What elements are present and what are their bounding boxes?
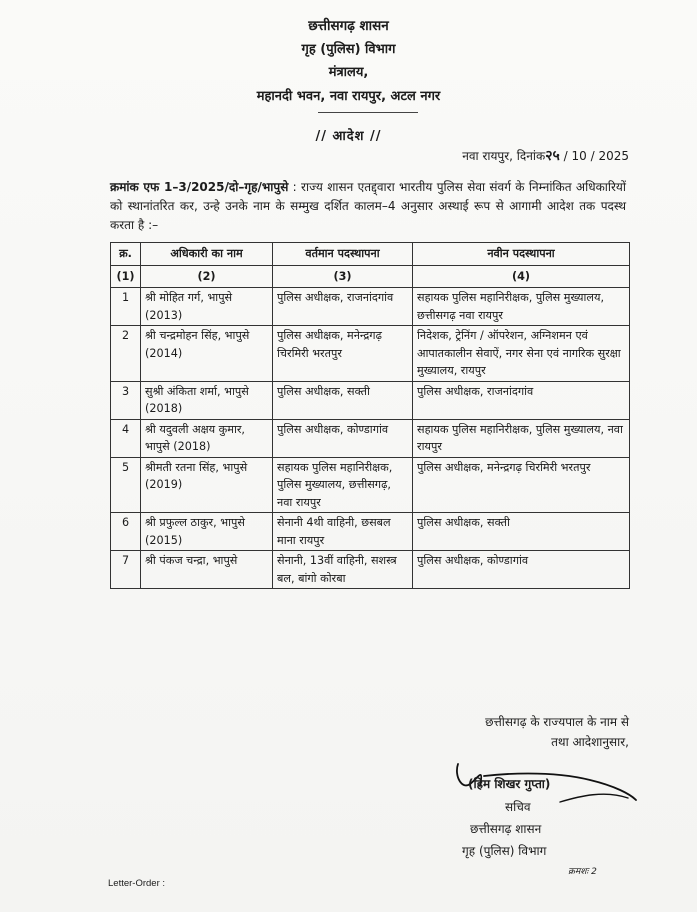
header-divider: [318, 112, 418, 113]
row-sn: 6: [111, 513, 141, 551]
row-new: पुलिस अधीक्षक, सक्ती: [413, 513, 630, 551]
transfer-table: [110, 242, 630, 589]
row-current: सेनानी 4थी वाहिनी, छसबल माना रायपुर: [273, 513, 413, 551]
signatory-name: (हिम शिखर गुप्ता): [468, 777, 551, 791]
row-new: पुलिस अधीक्षक, मनेन्द्रगढ़ चिरमिरी भरतपुर: [413, 457, 630, 513]
gov-title: छत्तीसगढ़ शासन: [308, 18, 389, 34]
order-reference: क्रमांक एफ 1–3/2025/दो–गृह/भापुसे: [110, 180, 289, 194]
department-title: गृह (पुलिस) विभाग: [301, 42, 396, 57]
signatory-department: गृह (पुलिस) विभाग: [462, 844, 547, 858]
table-row: [111, 381, 630, 419]
row-name: श्री मोहित गर्ग, भापुसे (2013): [141, 288, 273, 326]
row-name: श्रीमती रतना सिंह, भापुसे (2019): [141, 457, 273, 513]
row-current: पुलिस अधीक्षक, कोण्डागांव: [273, 419, 413, 457]
order-paragraph: [110, 178, 626, 235]
header-sn: क्र.: [111, 243, 141, 266]
row-sn: 3: [111, 381, 141, 419]
row-current: सेनानी, 13वीं वाहिनी, सशस्त्र बल, बांगो कोरबा: [273, 551, 413, 589]
row-current: पुलिस अधीक्षक, राजनांदगांव: [273, 288, 413, 326]
row-name: सुश्री अंकिता शर्मा, भापुसे (2018): [141, 381, 273, 419]
letter-order-label: Letter-Order :: [108, 878, 166, 889]
row-current: पुलिस अधीक्षक, मनेन्द्रगढ़ चिरमिरी भरतपुर: [273, 326, 413, 382]
signatory-government: छत्तीसगढ़ शासन: [470, 822, 542, 836]
authority-line1: छत्तीसगढ़ के राज्यपाल के नाम से: [485, 715, 629, 729]
address-line: महानदी भवन, नवा रायपुर, अटल नगर: [256, 89, 441, 104]
date-place: नवा रायपुर,: [462, 149, 513, 163]
row-new: सहायक पुलिस महानिरीक्षक, पुलिस मुख्यालय, छत्तीसगढ़ नवा रायपुर: [413, 288, 630, 326]
row-sn: 5: [111, 457, 141, 513]
row-sn: 2: [111, 326, 141, 382]
header-new-posting: नवीन पदस्थापना: [413, 243, 630, 266]
row-sn: 7: [111, 551, 141, 589]
table-row: [111, 326, 630, 382]
colnum-4: (4): [413, 265, 630, 288]
header-name: अधिकारी का नाम: [141, 243, 273, 266]
row-new: पुलिस अधीक्षक, राजनांदगांव: [413, 381, 630, 419]
authority-line2: तथा आदेशानुसार,: [551, 735, 629, 749]
row-sn: 4: [111, 419, 141, 457]
order-title: // आदेश //: [315, 129, 382, 144]
table-row: [111, 457, 630, 513]
date-day: २५: [545, 148, 560, 164]
colnum-2: (2): [141, 265, 273, 288]
ministry-title: मंत्रालय,: [328, 65, 369, 80]
row-name: श्री चन्द्रमोहन सिंह, भापुसे (2014): [141, 326, 273, 382]
row-current: पुलिस अधीक्षक, सक्ती: [273, 381, 413, 419]
row-current: सहायक पुलिस महानिरीक्षक, पुलिस मुख्यालय, छत्तीसगढ़, नवा रायपुर: [273, 457, 413, 513]
signatory-role: सचिव: [505, 800, 531, 814]
authority-block: [429, 712, 629, 752]
table-colnum-row: [111, 265, 630, 288]
table-row: [111, 513, 630, 551]
row-new: निदेशक, ट्रेनिंग / ऑपरेशन, अग्निशमन एवं आपातकालीन सेवाऐं, नगर सेना एवं नागरिक सुरक्षा मुख्यालय, रायपुर: [413, 326, 630, 382]
table-row: [111, 288, 630, 326]
date-rest: / 10 / 2025: [563, 149, 629, 163]
row-new: पुलिस अधीक्षक, कोण्डागांव: [413, 551, 630, 589]
row-name: श्री पंकज चन्द्रा, भापुसे: [141, 551, 273, 589]
row-name: श्री प्रफुल्ल ठाकुर, भापुसे (2015): [141, 513, 273, 551]
table-row: [111, 551, 630, 589]
date-label: दिनांक: [516, 149, 546, 163]
table-header-row: [111, 243, 630, 266]
row-name: श्री यदुवली अक्षय कुमार, भापुसे (2018): [141, 419, 273, 457]
row-sn: 1: [111, 288, 141, 326]
colnum-1: (1): [111, 265, 141, 288]
colnum-3: (3): [273, 265, 413, 288]
row-new: सहायक पुलिस महानिरीक्षक, पुलिस मुख्यालय, नवा रायपुर: [413, 419, 630, 457]
header-current-posting: वर्तमान पदस्थापना: [273, 243, 413, 266]
dateline: [462, 146, 629, 165]
table-row: [111, 419, 630, 457]
order-text: : राज्य शासन एतद्द्वारा भारतीय पुलिस सेवा संवर्ग के निम्नांकित अधिकारियों को स्थानांतरित कर, उन्हे उनके नाम के सम्मुख दर्शित कालम–4 अनुसार अस्थाई रूप से आगामी आदेश तक पदस्थ करता है :–: [110, 180, 626, 232]
continued-ref: क्रमशः 2: [568, 867, 597, 877]
